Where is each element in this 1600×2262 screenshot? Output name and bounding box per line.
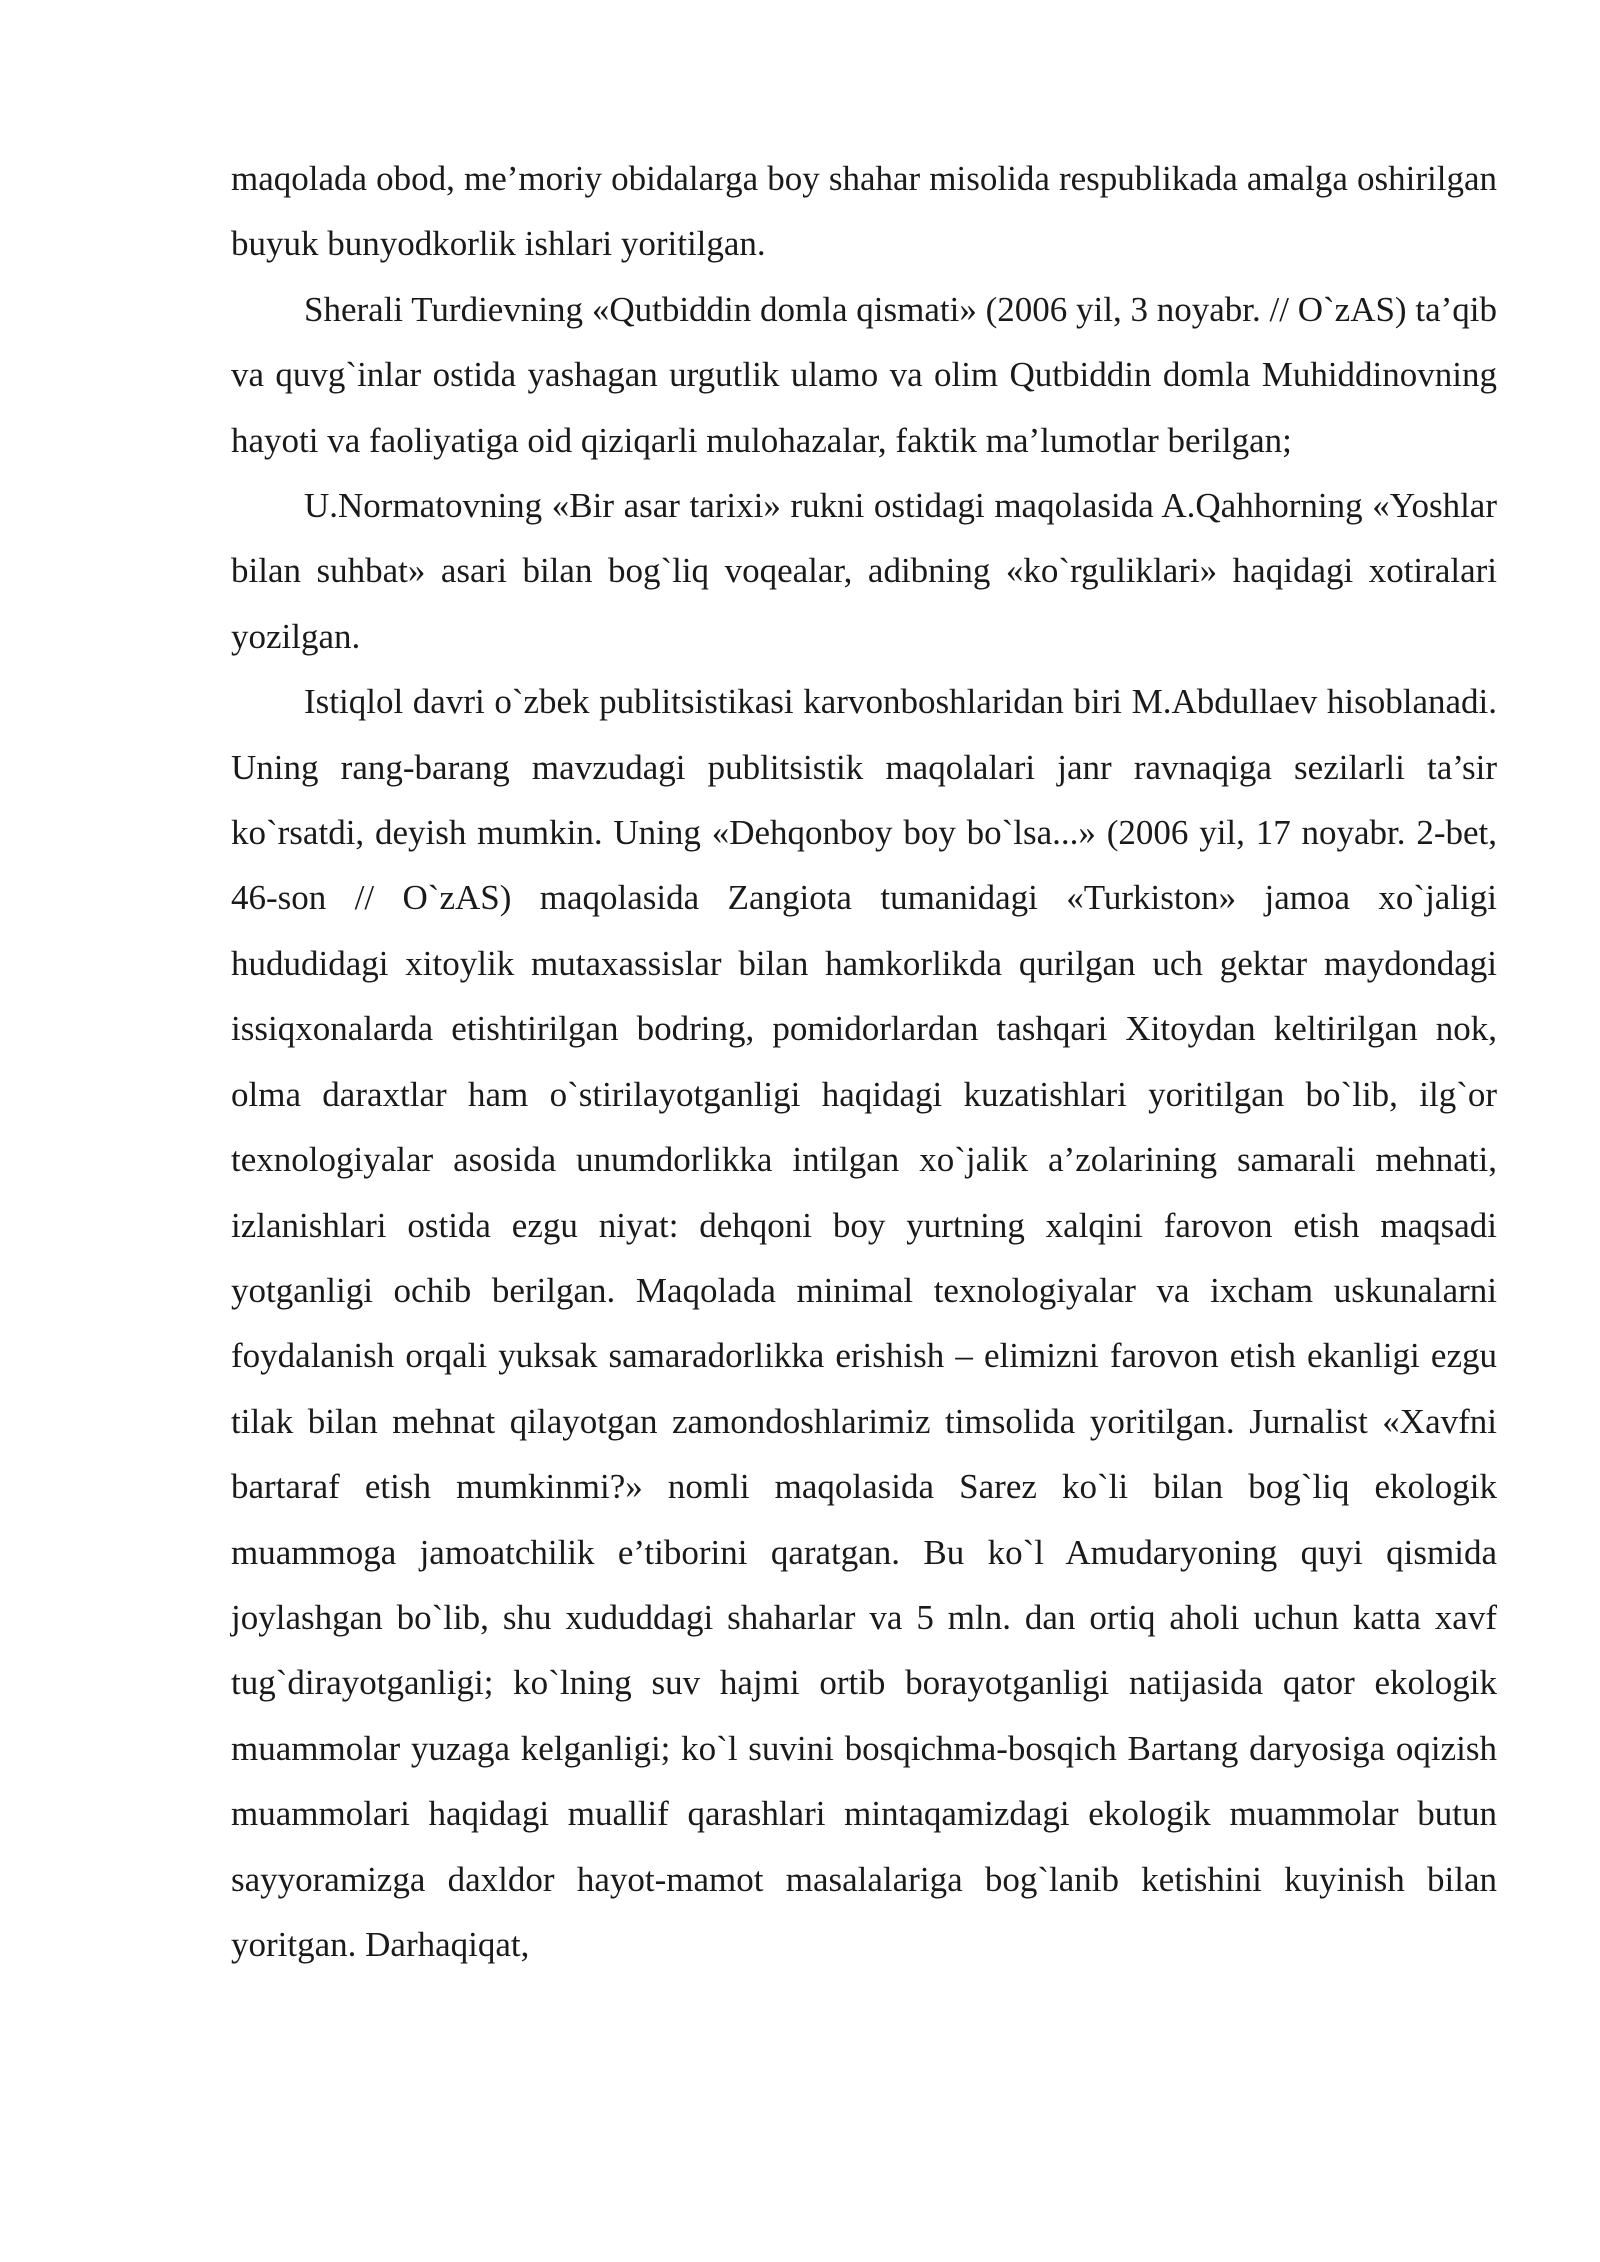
document-body bbox=[231, 146, 1497, 1977]
paragraph-abdullaev: Istiqlol davri o`zbek publitsistikasi karvonboshlaridan biri M.Abdullaev hisoblanadi. Uning rang-barang mavzudagi publitsistik maqolalari janr ravnaqiga sezilarli ta’sir ko`rsatdi, deyish mumkin. Uning «Dehqonboy boy bo`lsa...» (2006 yil, 17 noyabr. 2-bet, 46-son // O`zAS) maqolasida Zangiota tumanidagi «Turkiston» jamoa xo`jaligi hududidagi xitoylik mutaxassislar bilan hamkorlikda qurilgan uch gektar maydondagi issiqxonalarda etishtirilgan bodring, pomidorlardan tashqari Xitoydan keltirilgan nok, olma daraxtlar ham o`stirilayotganligi haqidagi kuzatishlari yoritilgan bo`lib, ilg`or texnologiyalar asosida unumdorlikka intilgan xo`jalik a’zolarining samarali mehnati, izlanishlari ostida ezgu niyat: dehqoni boy yurtning xalqini farovon etish maqsadi yotganligi ochib berilgan. Maqolada minimal texnologiyalar va ixcham uskunalarni foydalanish orqali yuksak samaradorlikka erishish – elimizni farovon etish ekanligi ezgu tilak bilan mehnat qilayotgan zamondoshlarimiz timsolida yoritilgan. Jurnalist «Xavfni bartaraf etish mumkinmi?» nomli maqolasida Sarez ko`li bilan bog`liq ekologik muammoga jamoatchilik e’tiborini qaratgan. Bu ko`l Amudaryoning quyi qismida joylashgan bo`lib, shu xududdagi shaharlar va 5 mln. dan ortiq aholi uchun katta xavf tug`dirayotganligi; ko`lning suv hajmi ortib borayotganligi natijasida qator ekologik muammolar yuzaga kelganligi; ko`l suvini bosqichma-bosqich Bartang daryosiga oqizish muammolari haqidagi muallif qarashlari mintaqamizdagi ekologik muammolar butun sayyoramizga daxldor hayot-mamot masalalariga bog`lanib ketishini kuyinish bilan yoritgan. Darhaqiqat, bbox=[231, 682, 1497, 1964]
paragraph-normatov: U.Normatovning «Bir asar tarixi» rukni ostidagi maqolasida A.Qahhorning «Yoshlar bilan suhbat» asari bilan bog`liq voqealar, adibning «ko`rguliklari» haqidagi xotiralari yozilgan. bbox=[231, 486, 1497, 656]
paragraph-turdiev: Sherali Turdievning «Qutbiddin domla qismati» (2006 yil, 3 noyabr. // O`zAS) ta’qib va quvg`inlar ostida yashagan urgutlik ulamo va olim Qutbiddin domla Muhiddinovning hayoti va faoliyatiga oid qiziqarli mulohazalar, faktik ma’lumotlar berilgan; bbox=[231, 289, 1497, 460]
paragraph-continuation: maqolada obod, me’moriy obidalarga boy shahar misolida respublikada amalga oshirilgan buyuk bunyodkorlik ishlari yoritilgan. bbox=[231, 159, 1497, 264]
